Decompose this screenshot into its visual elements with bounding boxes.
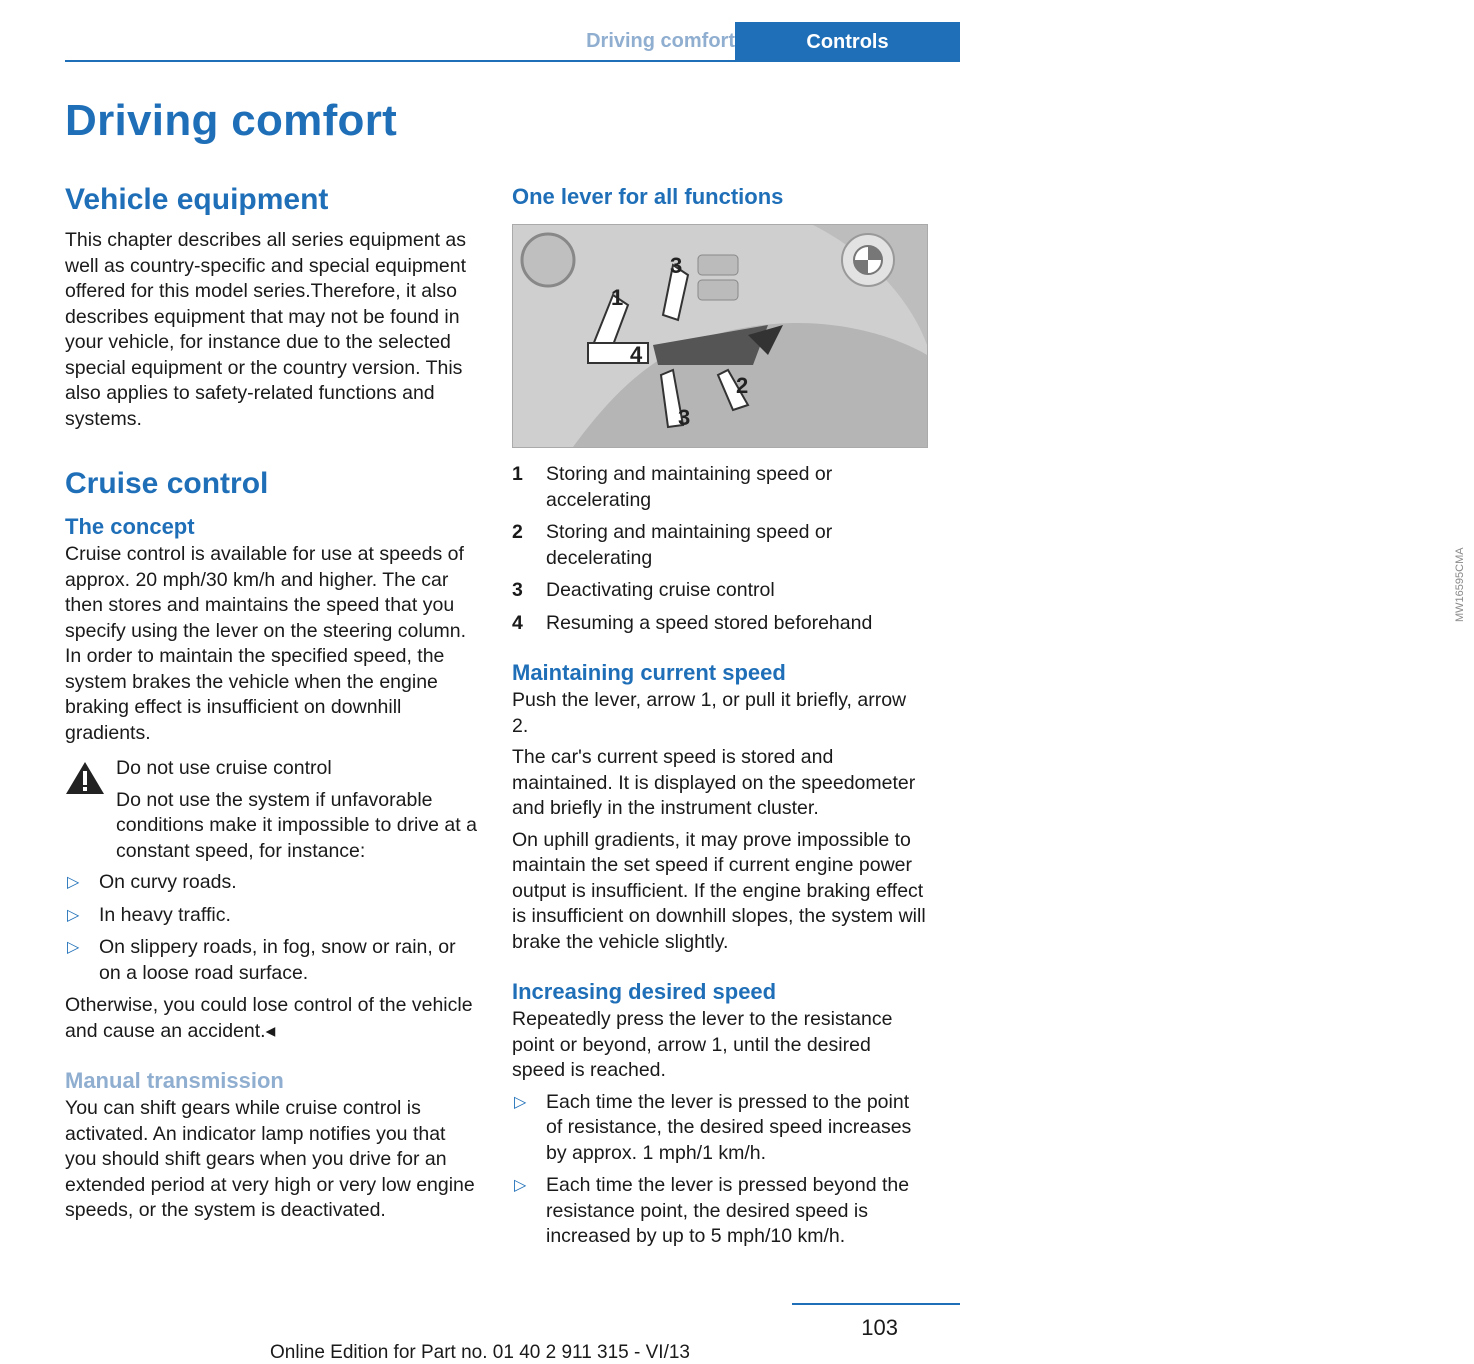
list-item: 2 Storing and maintaining speed or decelerating	[512, 521, 833, 569]
warning-title: Do not use cruise control	[116, 757, 332, 779]
warning-icon	[65, 760, 105, 796]
increase-speed-list	[512, 1090, 926, 1250]
svg-text:1: 1	[611, 285, 624, 310]
list-item: ▷ Each time the lever is pressed to the point of resistance, the desired speed increases by approx. 1 mph/1 km/h.	[514, 1090, 912, 1164]
increase-speed-text: Repeatedly press the lever to the resistance point or beyond, arrow 1, until the desired speed is reached.	[512, 1008, 893, 1081]
manual-transmission-text: You can shift gears while cruise control is activated. An indicator lamp notifies you that you should shift gears when you drive for an extended period at very high or very low engine speeds, or the system is deactivated.	[65, 1097, 475, 1221]
page-title: Driving comfort	[65, 96, 398, 145]
warning-list	[65, 870, 479, 986]
maintain-speed-text-2: The car's current speed is stored and maintained. It is displayed on the speedometer and briefly in the instrument cluster.	[512, 746, 916, 819]
triangle-bullet-icon: ▷	[67, 874, 80, 891]
right-column	[512, 182, 1466, 1257]
list-item: 3 Deactivating cruise control	[512, 579, 775, 601]
svg-text:3: 3	[678, 405, 691, 430]
maintain-speed-text-3: On uphill gradients, it may prove impossible to maintain the set speed if current engine power output is insufficient. If the engine braking effect is insufficient on downhill slopes, the system will brake the vehicle slightly.	[512, 828, 926, 953]
cruise-control-heading: Cruise control	[65, 467, 269, 500]
svg-text:2: 2	[736, 373, 749, 398]
vehicle-equipment-text: This chapter describes all series equipment as well as country-specific and special equipment offered for this model series.Therefore, it also describes equipment that may not be found in your vehicle, for instance due to the selected special equipment or the country version. This also applies to safety-related functions and systems.	[65, 229, 467, 430]
cruise-lever-illustration	[512, 224, 928, 448]
warning-conclusion: Otherwise, you could lose control of the vehicle and cause an accident.◂	[65, 994, 473, 1042]
footer-rule	[792, 1303, 960, 1305]
warning-block	[65, 756, 479, 864]
list-item: ▷ On curvy roads.	[65, 870, 479, 896]
list-item: ▷ On slippery roads, in fog, snow or rain, or on a loose road surface.	[67, 936, 456, 984]
concept-text: Cruise control is available for use at speeds of approx. 20 mph/30 km/h and higher. The car then stores and maintains the speed that you specify using the lever on the steering column. In order to maintain the specified speed, the system brakes the vehicle when the engine braking effect is insufficient on downhill gradients.	[65, 543, 467, 744]
header-rule	[65, 60, 960, 62]
lever-legend	[512, 462, 926, 636]
maintain-speed-text-1: Push the lever, arrow 1, or pull it briefly, arrow 2.	[512, 689, 907, 737]
list-item: 4 Resuming a speed stored beforehand	[512, 611, 873, 634]
concept-heading: The concept	[65, 514, 195, 539]
triangle-bullet-icon: ▷	[514, 1093, 527, 1111]
header-section-title: Driving comfort	[586, 30, 735, 52]
figure-code: MW16595CMA	[1454, 547, 1466, 622]
vehicle-equipment-heading: Vehicle equipment	[65, 183, 329, 216]
lever-heading: One lever for all functions	[512, 184, 784, 209]
header-chapter-tab: Controls	[735, 22, 960, 62]
page-header	[65, 0, 960, 62]
triangle-bullet-icon: ▷	[514, 1177, 527, 1194]
list-item: ▷ Each time the lever is pressed beyond the resistance point, the desired speed is increased by up to 5 mph/10 km/h.	[514, 1174, 910, 1247]
triangle-bullet-icon: ▷	[67, 939, 80, 956]
manual-transmission-heading: Manual transmission	[65, 1068, 284, 1093]
maintain-speed-heading: Maintaining current speed	[512, 660, 786, 685]
list-item: 1 Storing and maintaining speed or accelerating	[512, 463, 833, 511]
svg-text:4: 4	[630, 342, 643, 367]
page-number: 103	[861, 1315, 898, 1340]
footer-edition: Online Edition for Part no. 01 40 2 911 315 - VI/13	[269, 1342, 691, 1363]
svg-text:3: 3	[670, 253, 683, 278]
left-column	[65, 182, 479, 1230]
steering-wheel-lever-image	[513, 225, 927, 447]
list-item: ▷ In heavy traffic.	[65, 903, 479, 929]
warning-text: Do not use the system if unfavorable conditions make it impossible to drive at a constant speed, for instance:	[116, 788, 477, 862]
triangle-bullet-icon: ▷	[67, 906, 80, 924]
increase-speed-heading: Increasing desired speed	[512, 979, 777, 1004]
